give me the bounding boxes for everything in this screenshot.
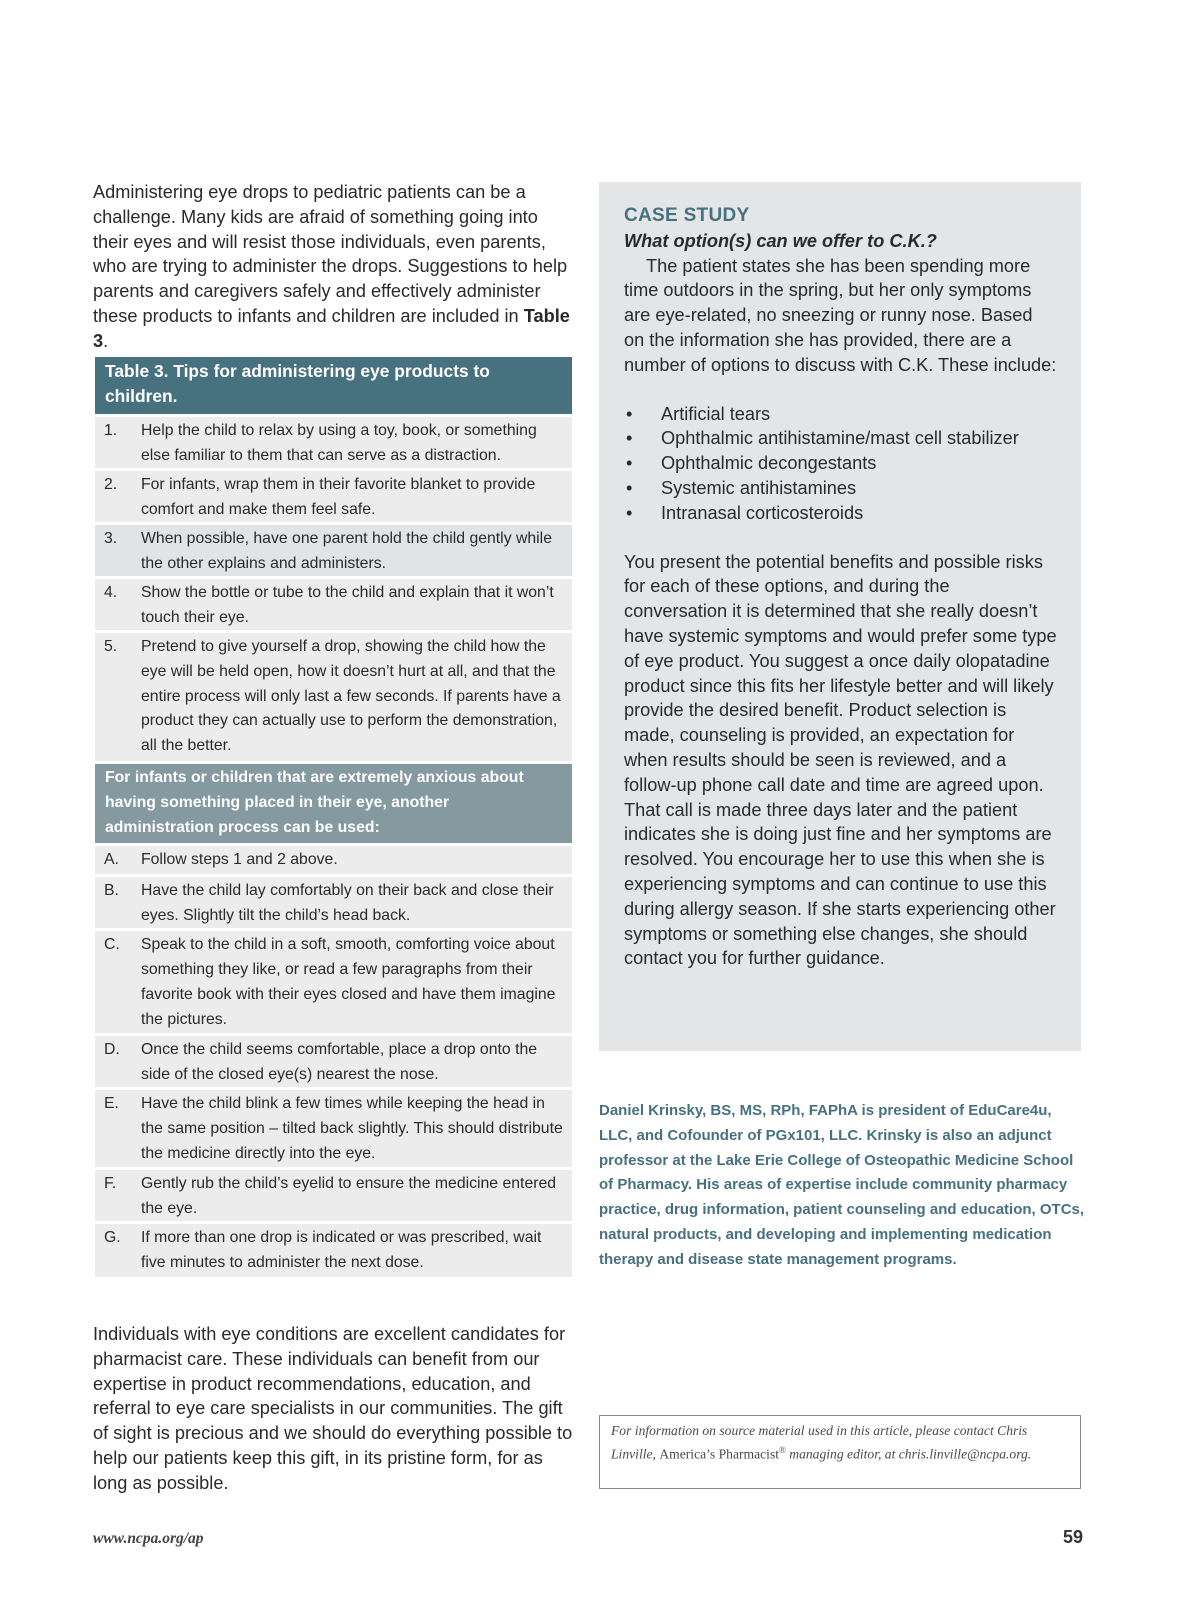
bullet: • <box>626 477 633 498</box>
bullet: • <box>626 403 633 424</box>
step-letter: B. <box>104 882 119 900</box>
registered-mark: ® <box>779 1444 786 1455</box>
step-text: Once the child seems comfortable, place a drop onto the side of the closed eye(s) nearest the nose. <box>141 1041 538 1084</box>
step-text: Have the child blink a few times while keeping the head in the same position – tilted back slightly. This should distribute the medicine directly into the eye. <box>141 1095 563 1162</box>
bullet: • <box>626 502 633 523</box>
table-row <box>95 843 572 874</box>
step-letter: A. <box>104 851 119 869</box>
option-text: Systemic antihistamines <box>661 477 857 498</box>
step-letter: E. <box>104 1095 119 1113</box>
step-letter: C. <box>104 936 120 954</box>
author-bio: Daniel Krinsky, BS, MS, RPh, FAPhA is president of EduCare4u, LLC, and Cofounder of PGx101, LLC. Krinsky is also an adjunct professor at the Lake Erie College of Osteopathic Medicine School of Pharmacy. His areas of expertise include community pharmacy practice, drug information, patient counseling and education, OTCs, natural products, and developing and implementing medication therapy and disease state management programs. <box>599 1102 1085 1268</box>
publication-name: America’s Pharmacist <box>659 1446 780 1462</box>
option-text: Ophthalmic antihistamine/mast cell stabilizer <box>661 428 1019 449</box>
step-text: If more than one drop is indicated or was prescribed, wait five minutes to administer the next dose. <box>141 1229 542 1272</box>
step-text: Speak to the child in a soft, smooth, comforting voice about something they like, or read a few paragraphs from their favorite book with their eyes closed and have them imagine the pictures. <box>141 936 556 1028</box>
table-row <box>95 468 572 522</box>
step-text: Have the child lay comfortably on their back and close their eyes. Slightly tilt the child’s head back. <box>141 882 554 925</box>
source-note <box>599 1415 1081 1489</box>
closing-paragraph: Individuals with eye conditions are excellent candidates for pharmacist care. These individuals can benefit from our expertise in product recommendations, education, and referral to eye care specialists in our communities. The gift of sight is precious and we should do everything possible to help our patients keep this gift, in its pristine form, for as long as possible. <box>93 1324 573 1493</box>
table-row <box>95 630 572 761</box>
option-text: Intranasal corticosteroids <box>661 502 864 523</box>
source-lead: For information on source material used in this article, please contact Chris Linville, <box>611 1423 1028 1462</box>
step-text: Pretend to give yourself a drop, showing the child how the eye will be held open, how it doesn’t hurt at all, and that the entire process will only last a few seconds. If parents have a product they can actually use to perform the demonstration, all the better. <box>141 638 561 755</box>
step-text: Help the child to relax by using a toy, book, or something else familiar to them that can serve as a distraction. <box>141 422 537 464</box>
step-letter: F. <box>104 1175 117 1193</box>
table-row <box>95 1033 572 1087</box>
step-text: When possible, have one parent hold the child gently while the other explains and administers. <box>141 530 552 572</box>
step-text: Show the bottle or tube to the child and explain that it won’t touch their eye. <box>141 584 554 626</box>
case-study-question: What option(s) can we offer to C.K.? <box>624 230 937 251</box>
case-study-paragraph: You present the potential benefits and possible risks for each of these options, and during the conversation it is determined that she really doesn’t have systemic symptoms and would prefer some type of eye product. You suggest a once daily olopatadine product since this fits her lifestyle better and will likely provide the desired benefit. Product selection is made, counseling is provided, an expectation for when results should be seen is reviewed, and a follow-up phone call date and time are agreed upon. That call is made three days later and the patient indicates she is doing just fine and her symptoms are resolved. You encourage her to use this when she is experiencing symptoms and can continue to use this during allergy season. If she starts experiencing other symptoms or something else changes, she should contact you for further guidance. <box>624 551 1057 969</box>
table-reference: Table 3 <box>93 305 570 351</box>
list-item <box>624 426 1057 451</box>
table-row <box>95 1221 572 1277</box>
table-row <box>95 928 572 1033</box>
list-item <box>624 402 1057 427</box>
intro-end: . <box>103 330 109 351</box>
case-study-heading: CASE STUDY <box>624 205 750 226</box>
table-title: Table 3. Tips for administering eye products to children. <box>95 357 572 414</box>
bullet: • <box>626 453 633 474</box>
bullet: • <box>626 428 633 449</box>
step-number: 4. <box>104 584 118 601</box>
page-number: 59 <box>1062 1527 1083 1547</box>
intro-text: Administering eye drops to pediatric patients can be a challenge. Many kids are afraid of something going into their eyes and will resist those individuals, even parents, who are trying to administer the drops. Suggestions to help parents and caregivers safely and effectively administer these products to infants and children are included in <box>93 182 568 326</box>
table-row <box>95 522 572 576</box>
table-row <box>95 874 572 928</box>
case-study-box <box>599 182 1081 1051</box>
table-row <box>95 1087 572 1167</box>
footer-url: www.ncpa.org/ap <box>93 1530 204 1547</box>
option-text: Ophthalmic decongestants <box>661 453 877 474</box>
tips-table <box>95 357 572 1277</box>
options-list <box>624 402 1057 526</box>
list-item <box>624 476 1057 501</box>
table-row <box>95 414 572 468</box>
source-tail: managing editor, at chris.linville@ncpa.org. <box>785 1446 1032 1462</box>
step-text: Follow steps 1 and 2 above. <box>141 851 338 869</box>
step-number: 1. <box>104 422 118 439</box>
table-subheading: For infants or children that are extremely anxious about having something placed in their eye, another administration process can be used: <box>95 761 572 843</box>
intro-paragraph <box>93 180 573 354</box>
list-item <box>624 451 1057 476</box>
table-row <box>95 576 572 630</box>
step-text: For infants, wrap them in their favorite blanket to provide comfort and make them feel safe. <box>141 476 536 518</box>
step-letter: D. <box>104 1041 120 1059</box>
option-text: Artificial tears <box>661 403 771 424</box>
step-letter: G. <box>104 1229 121 1247</box>
step-number: 2. <box>104 476 118 493</box>
case-study-paragraph: The patient states she has been spending more time outdoors in the spring, but her only symptoms are eye-related, no sneezing or runny nose. Based on the information she has provided, there are a number of options to discuss with C.K. These include: <box>624 255 1057 375</box>
step-text: Gently rub the child’s eyelid to ensure the medicine entered the eye. <box>141 1175 557 1218</box>
step-number: 5. <box>104 638 118 655</box>
step-number: 3. <box>104 530 118 547</box>
table-row <box>95 1167 572 1221</box>
list-item <box>624 501 1057 526</box>
